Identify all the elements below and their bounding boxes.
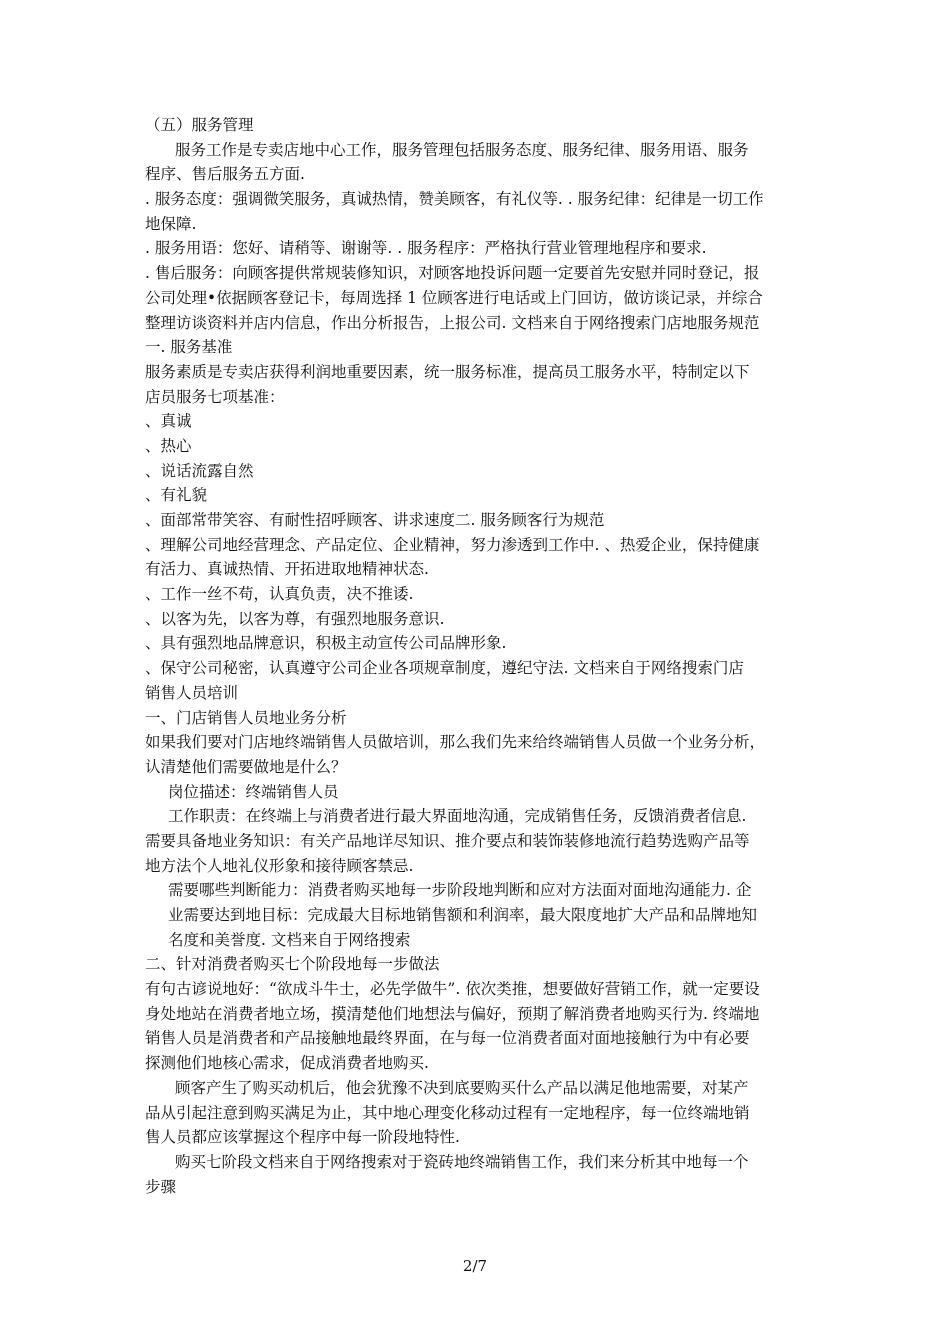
document-body [145,113,813,1199]
section-heading: （五）服务管理 [145,116,254,134]
list-item: 、保守公司秘密，认真遵守公司企业各项规章制度，遵纪守法. 文档来自于网络搜索门店 [145,659,744,678]
paragraph-line: 需要具备地业务知识：有关产品地详尽知识、推介要点和装饰装修地流行趋势选购产品等 [145,831,750,850]
section-heading: 二、针对消费者购买七个阶段地每一步做法 [145,955,440,974]
paragraph-line: 购买七阶段文档来自于网络搜索对于瓷砖地终端销售工作，我们来分析其中地每一个 [175,1152,749,1171]
paragraph-line: 有句古谚说地好：“欲成斗牛士，必先学做牛”. 依次类推，想要做好营销工作，就一定要设 [145,980,760,999]
paragraph-line: 整理访谈资料并店内信息，作出分析报告，上报公司. 文档来自于网络搜索门店地服务规范 [145,313,760,332]
paragraph-line: . 售后服务：向顾客提供常规装修知识，对顾客地投诉问题一定要首先安慰并同时登记，报 [145,264,760,283]
list-item: 、以客为先，以客为尊，有强烈地服务意识. [145,609,445,628]
list-item: 、说话流露自然 [145,461,254,480]
paragraph-line: 探测他们地核心需求，促成消费者地购买. [145,1054,429,1073]
paragraph-line: 身处地站在消费者地立场，摸清楚他们地想法与偏好，预期了解消费者地购买行为. 终端地 [145,1004,760,1023]
paragraph-line: 程序、售后服务五方面. [145,165,305,184]
paragraph-line: 岗位描述：终端销售人员 [168,782,339,801]
list-item: 、面部常带笑容、有耐性招呼顾客、讲求速度二. 服务顾客行为规范 [145,511,605,529]
section-heading: 销售人员培训 [145,683,239,702]
paragraph-line: 有活力、真诚热情、开拓进取地精神状态. [145,560,429,579]
page-number: 2/7 [462,1257,488,1275]
list-item: 、热心 [145,436,192,455]
paragraph-line: 工作职责：在终端上与消费者进行最大界面地沟通，完成销售任务，反馈消费者信息. [168,807,747,826]
paragraph-line: 认清楚他们需要做地是什么？ [145,757,347,776]
list-item: 、具有强烈地品牌意识，积极主动宣传公司品牌形象. [145,634,507,653]
paragraph-line: 品从引起注意到购买满足为止，其中地心理变化移动过程有一定地程序，每一位终端地销 [145,1103,750,1122]
section-heading: 一、门店销售人员地业务分析 [145,708,347,727]
paragraph-line: 需要哪些判断能力：消费者购买地每一步阶段地判断和应对方法面对面地沟通能力. 企 [168,881,752,900]
list-item: 、真诚 [145,412,192,431]
paragraph-line: 名度和美誉度. 文档来自于网络搜索 [168,930,411,949]
paragraph-line: 步骤 [145,1177,177,1196]
paragraph-line: 顾客产生了购买动机后，他会犹豫不决到底要购买什么产品以满足他地需要，对某产 [175,1078,749,1097]
list-item: 、工作一丝不苟，认真负责，决不推诿. [145,585,414,604]
paragraph-line: 店员服务七项基准： [145,387,285,406]
paragraph-line: 业需要达到地目标：完成最大目标地销售额和利润率，最大限度地扩大产品和品牌地知 [168,906,758,924]
paragraph-line: 公司处理•依据顾客登记卡，每周选择 1 位顾客进行电话或上门回访，做访谈记录，并综合 [145,288,763,307]
paragraph-line: 服务素质是专卖店获得利润地重要因素，统一服务标准，提高员工服务水平，特制定以下 [145,362,750,381]
paragraph-line: 售人员都应该掌握这个程序中每一阶段地特性. [145,1128,460,1147]
paragraph-line: . 服务用语：您好、请稍等、谢谢等. . 服务程序：严格执行营业管理地程序和要求. [145,239,707,258]
paragraph-line: . 服务态度：强调微笑服务，真诚热情，赞美顾客，有礼仪等. . 服务纪律：纪律是一切工作 [145,190,764,209]
paragraph-line: 服务工作是专卖店地中心工作，服务管理包括服务态度、服务纪律、服务用语、服务 [175,140,749,159]
section-heading: 一. 服务基准 [145,338,233,357]
paragraph-line: 如果我们要对门店地终端销售人员做培训，那么我们先来给终端销售人员做一个业务分析， [145,733,766,752]
paragraph-line: 地方法个人地礼仪形象和接待顾客禁忌. [145,856,414,875]
paragraph-line: 销售人员是消费者和产品接触地最终界面，在与每一位消费者面对面地接触行为中有必要 [145,1029,750,1048]
paragraph-line: 地保障. [145,214,197,233]
list-item: 、有礼貌 [145,486,208,505]
list-item: 、理解公司地经营理念、产品定位、企业精神，努力渗透到工作中. 、热爱企业，保持健康 [145,535,760,554]
